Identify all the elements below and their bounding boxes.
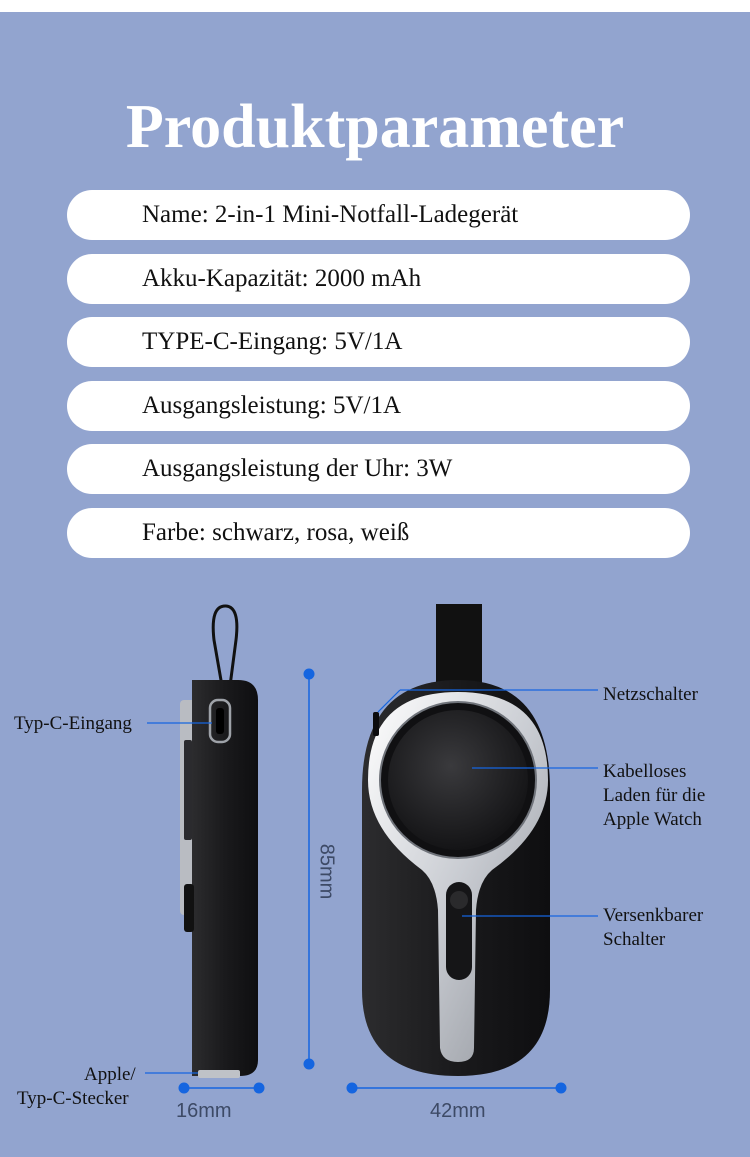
side-body (192, 680, 258, 1076)
spec-typec-input: TYPE-C-Eingang: 5V/1A (67, 317, 690, 367)
spec-output: Ausgangsleistung: 5V/1A (67, 381, 690, 431)
side-bottom-connector (198, 1070, 240, 1078)
lanyard-loop-icon (213, 606, 237, 686)
clip-strap (436, 604, 482, 690)
label-power-switch: Netzschalter (603, 684, 698, 705)
spec-colors: Farbe: schwarz, rosa, weiß (67, 508, 690, 558)
side-button (184, 884, 194, 932)
front-view-device (362, 604, 550, 1076)
label-connector-line2: Typ-C-Stecker (17, 1088, 129, 1109)
side-view-device (180, 606, 258, 1078)
spec-watch-output: Ausgangsleistung der Uhr: 3W (67, 444, 690, 494)
dimension-width-label: 42mm (430, 1100, 486, 1122)
label-retract-line1: Versenkbarer (603, 905, 704, 926)
width-dot-left (347, 1083, 358, 1094)
spec-name: Name: 2-in-1 Mini-Notfall-Ladegerät (67, 190, 690, 240)
label-wireless-line3: Apple Watch (603, 809, 702, 830)
dimension-height-label: 85mm (315, 843, 338, 900)
label-wireless-line1: Kabelloses (603, 761, 687, 782)
dimension-depth-label: 16mm (176, 1100, 232, 1122)
height-dot-top (304, 669, 315, 680)
spec-capacity: Akku-Kapazität: 2000 mAh (67, 254, 690, 304)
label-wireless-line2: Laden für die (603, 785, 706, 806)
width-dot-right (556, 1083, 567, 1094)
height-dot-bottom (304, 1059, 315, 1070)
depth-dot-left (179, 1083, 190, 1094)
label-connector-line1: Apple/ (84, 1064, 136, 1085)
page-title: Produktparameter (125, 93, 625, 161)
label-retract-line2: Schalter (603, 929, 666, 950)
power-button (373, 712, 379, 736)
label-typec-input: Typ-C-Eingang (14, 713, 132, 734)
depth-dot-right (254, 1083, 265, 1094)
side-dark-inset (184, 740, 192, 840)
